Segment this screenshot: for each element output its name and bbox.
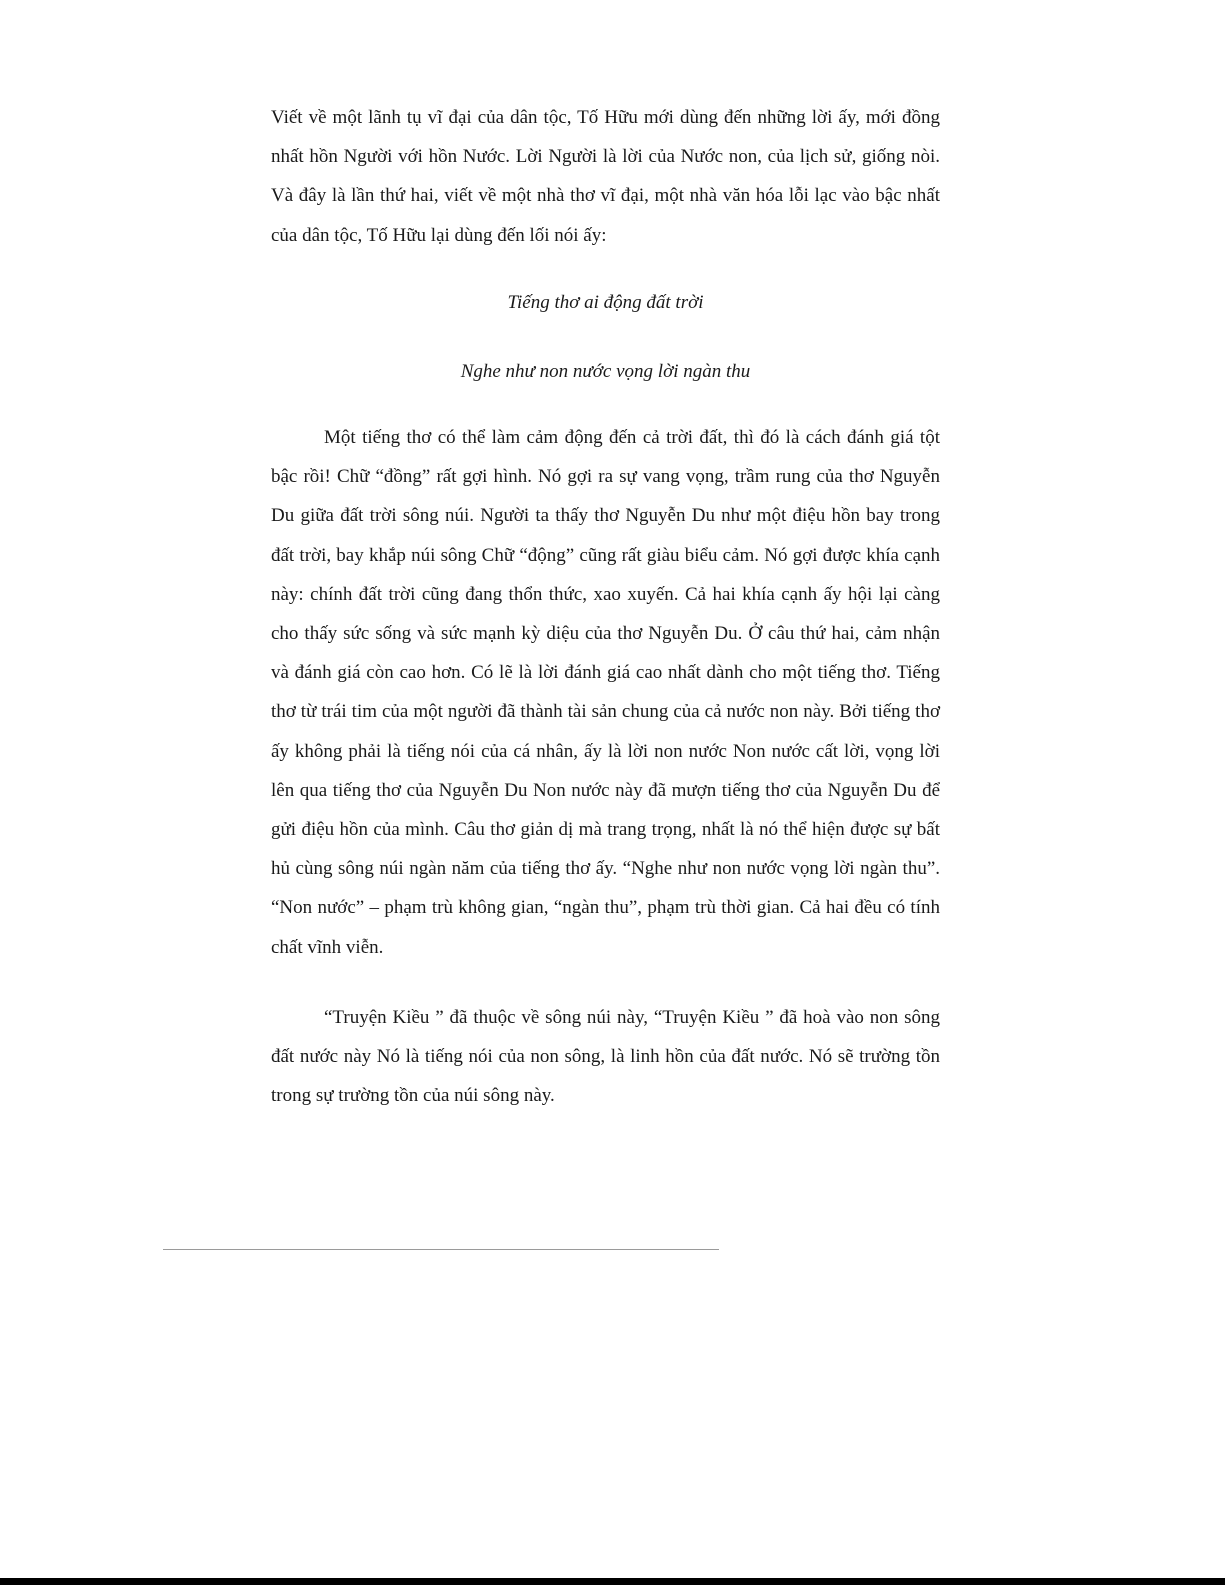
body-paragraph-analysis: Một tiếng thơ có thể làm cảm động đến cả trời đất, thì đó là cách đánh giá tột bậc rồi! Chữ “đồng” rất gợi hình. Nó gợi ra sự vang vọng, trầm rung của thơ Nguyễn Du giữa đất trời sông núi. Người ta thấy thơ Nguyễn Du như một điệu hồn bay trong đất trời, bay khắp núi sông Chữ “động” cũng rất giàu biểu cảm. Nó gợi được khía cạnh này: chính đất trời cũng đang thổn thức, xao xuyến. Cả hai khía cạnh ấy hội lại càng cho thấy sức sống và sức mạnh kỳ diệu của thơ Nguyễn Du. Ở câu thứ hai, cảm nhận và đánh giá còn cao hơn. Có lẽ là lời đánh giá cao nhất dành cho một tiếng thơ. Tiếng thơ từ trái tim của một người đã thành tài sản chung của cả nước non này. Bởi tiếng thơ ấy không phải là tiếng nói của cá nhân, ấy là lời non nước Non nước cất lời, vọng lời lên qua tiếng thơ của Nguyễn Du Non nước này đã mượn tiếng thơ của Nguyễn Du để gửi điệu hồn của mình. Câu thơ giản dị mà trang trọng, nhất là nó thể hiện được sự bất hủ cùng sông núi ngàn năm của tiếng thơ ấy. “Nghe như non nước vọng lời ngàn thu”. “Non nước” – phạm trù không gian, “ngàn thu”, phạm trù thời gian. Cả hai đều có tính chất vĩnh viễn. [271,427,940,958]
verse-line-2: Nghe như non nước vọng lời ngàn thu [460,361,751,382]
verse-line-1: Tiếng thơ ai động đất trời [507,292,704,313]
body-paragraph-intro: Viết về một lãnh tụ vĩ đại của dân tộc, Tố Hữu mới dùng đến những lời ấy, mới đồng nhất hồn Người với hồn Nước. Lời Người là lời của Nước non, của lịch sử, giống nòi. Và đây là lần thứ hai, viết về một nhà thơ vĩ đại, một nhà văn hóa lỗi lạc vào bậc nhất của dân tộc, Tố Hữu lại dùng đến lối nói ấy: [271,107,940,246]
page-bottom-border [0,1578,1225,1585]
footnote-separator [163,1249,719,1250]
body-paragraph-conclusion: “Truyện Kiều ” đã thuộc về sông núi này, “Truyện Kiều ” đã hoà vào non sông đất nước này Nó là tiếng nói của non sông, là linh hồn của đất nước. Nó sẽ trường tồn trong sự trường tồn của núi sông này. [271,1007,940,1107]
